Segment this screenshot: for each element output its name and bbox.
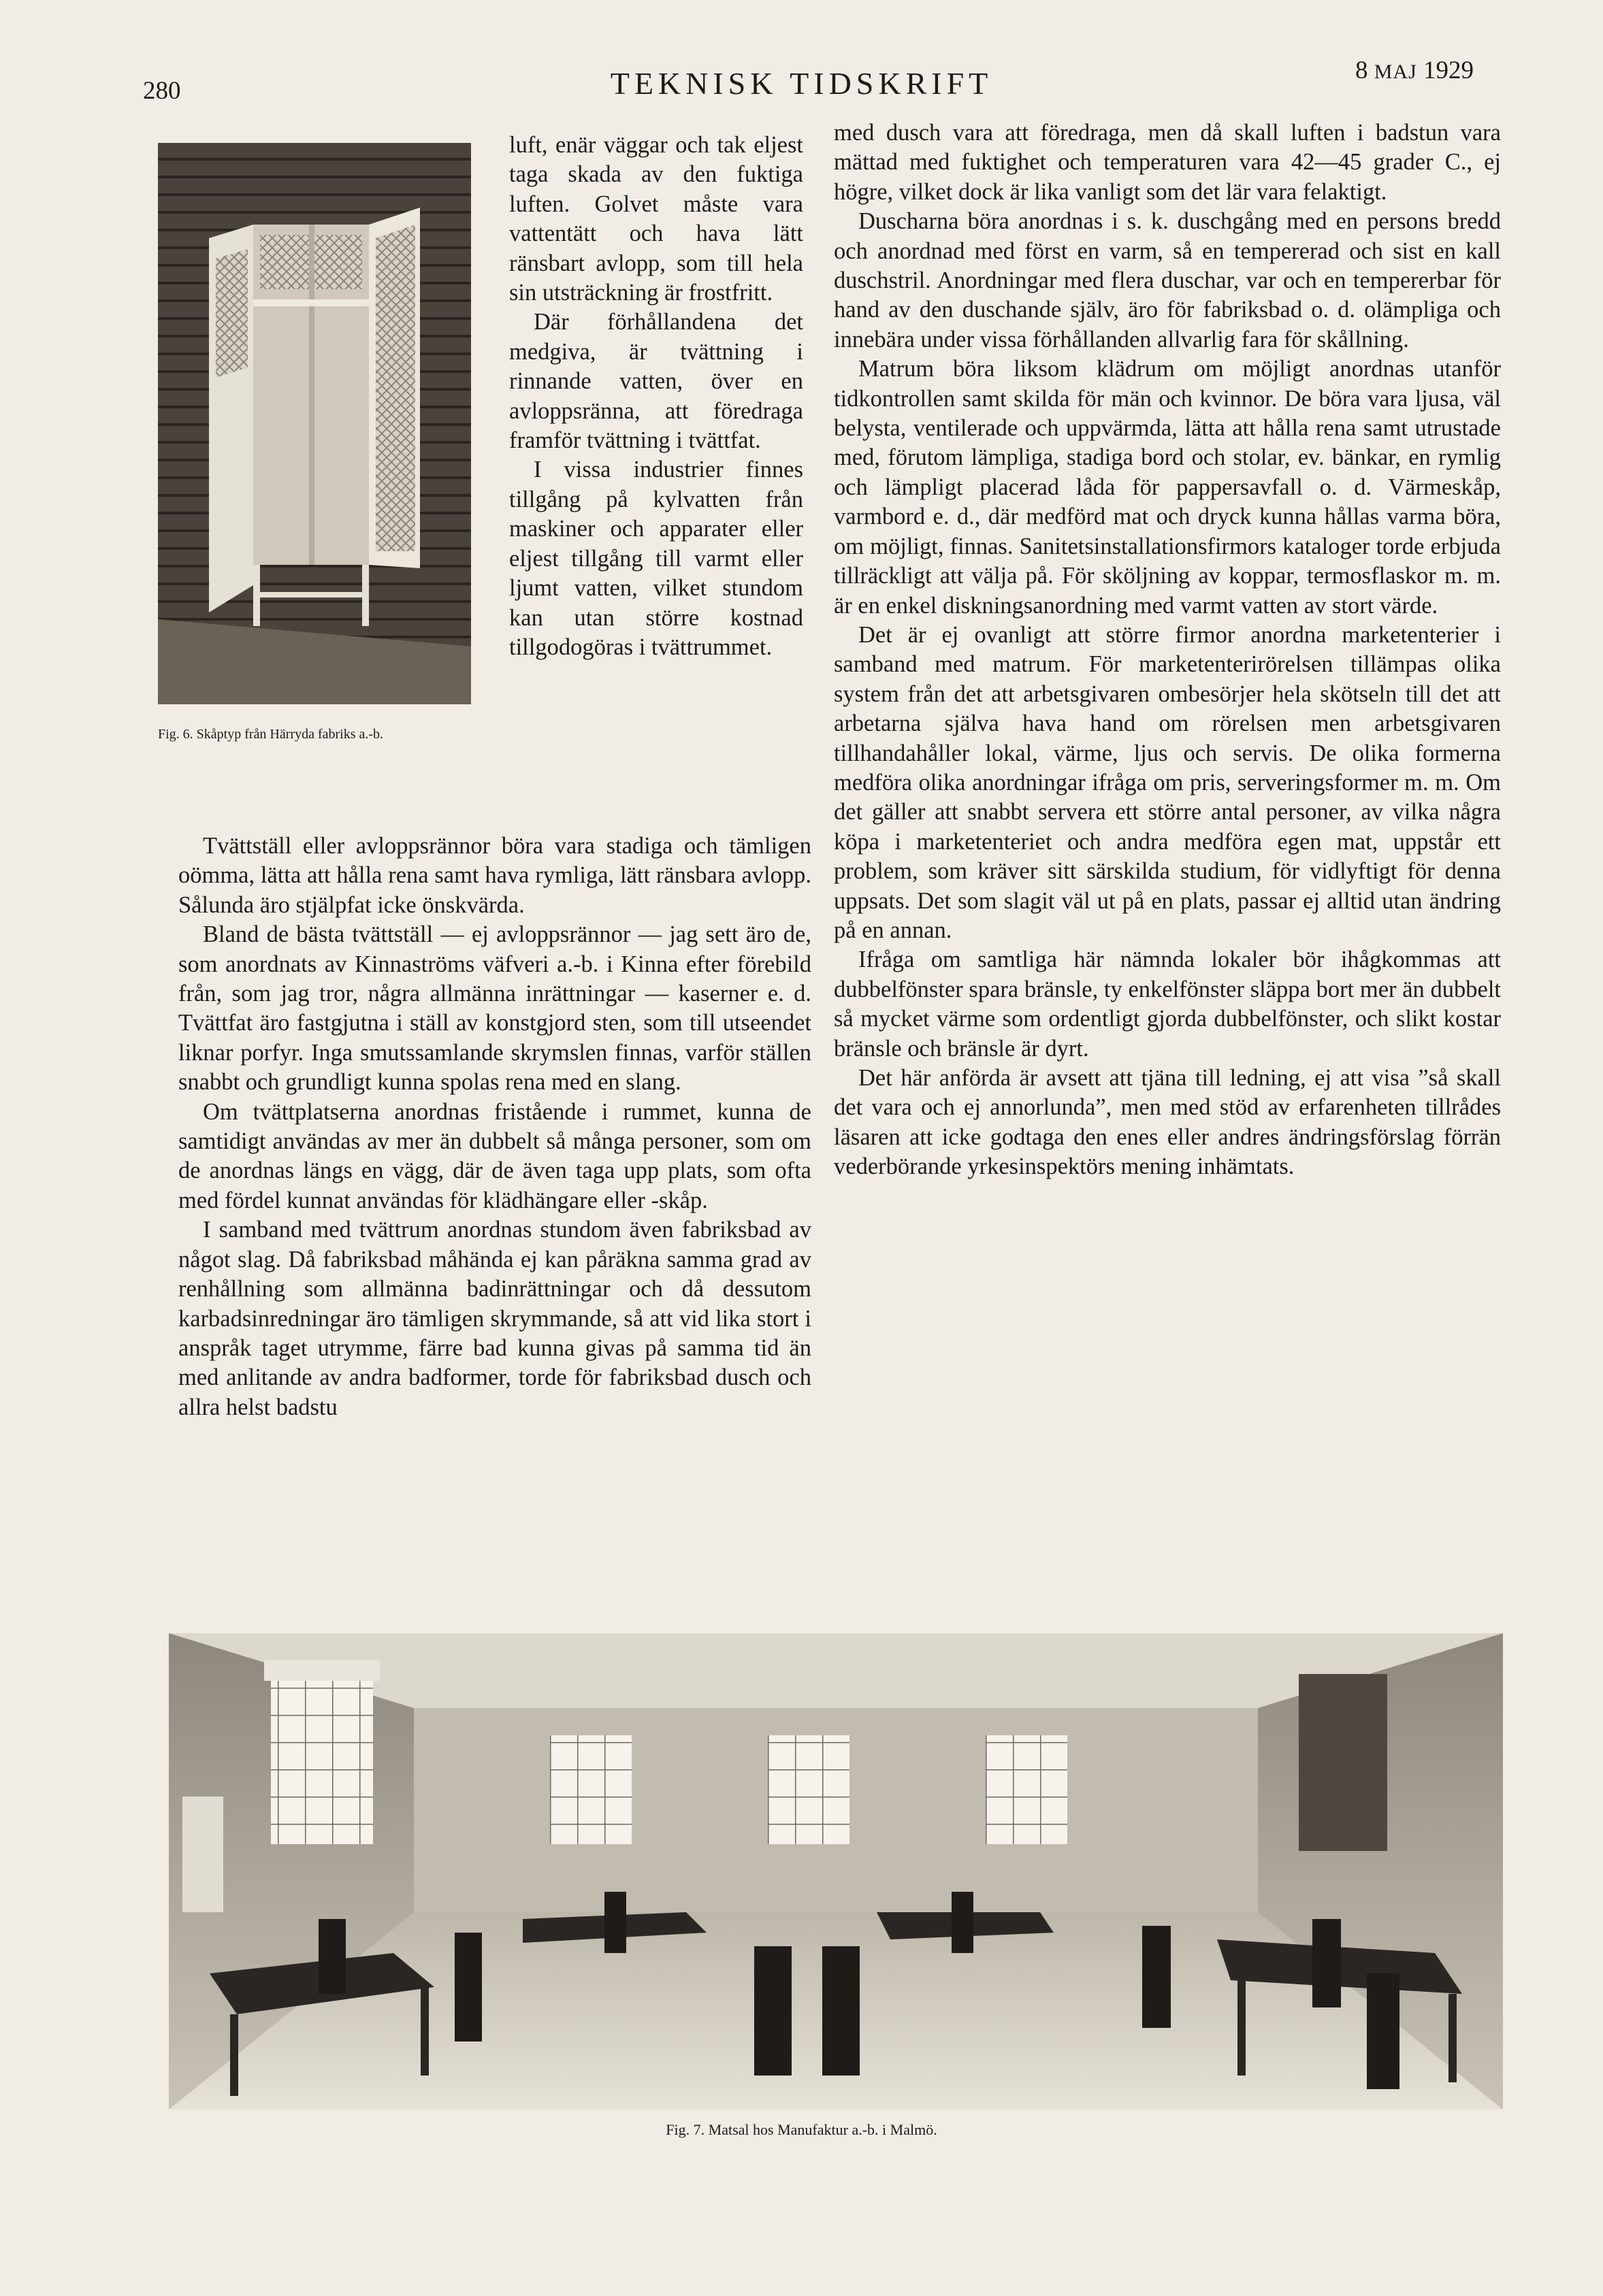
figure-7-caption: Fig. 7. Matsal hos Manufaktur a.-b. i Malmö.	[666, 2121, 937, 2138]
journal-title: TEKNISK TIDSKRIFT	[610, 66, 993, 101]
dining-hall-illustration	[169, 1633, 1503, 2110]
narrow-column	[509, 131, 803, 662]
figure-7-photo	[169, 1633, 1503, 2110]
paragraph: med dusch vara att föredraga, men då skall luften i badstun vara mättad med fuktighet och temperaturen vara 42—45 grader C., ej högre, vilket dock är lika vanligt som det lär vara felaktigt.	[834, 120, 1501, 205]
right-column	[834, 118, 1501, 1182]
figure-6-photo	[158, 143, 471, 704]
issue-date	[1355, 56, 1474, 85]
figure-6-caption: Fig. 6. Skåptyp från Härryda fabriks a.-b.	[158, 727, 384, 742]
paragraph: Tvättställ eller avloppsrännor böra vara stadiga och tämligen oömma, lätta att hålla rena samt hava rymliga, lätt ränsbara avlopp. Sålunda äro stjälpfat icke önskvärda.	[178, 833, 811, 918]
paragraph: luft, enär väggar och tak eljest taga skada av den fuktiga luften. Golvet måste vara vattentätt och hava lätt ränsbart avlopp, som till hela sin utsträckning är frostfritt.	[509, 132, 803, 306]
paragraph: Där förhållandena det medgiva, är tvättning i rinnande vatten, över en avloppsränna, att föredraga framför tvättning i tvättfat.	[509, 309, 803, 454]
paragraph: Duscharna böra anordnas i s. k. duschgång med en persons bredd och anordnad med först en varm, så en tempererad och sist en kall duschstril. Anordningar med flera duschar, var och en tempererbar för hand av den duschande själv, äro för fabriksbad o. d. olämpliga och innebära under vissa förhållanden allvarlig fara för skållning.	[834, 208, 1501, 352]
left-column	[178, 832, 811, 1422]
paragraph: Om tvättplatserna anordnas fristående i rummet, kunna de samtidigt användas av mer än dubbelt så många personer, som om de anordnas längs en vägg, där de även taga upp plats, som ofta med fördel kunnat användas för klädhängare eller -skåp.	[178, 1098, 811, 1213]
paragraph: Matrum böra liksom klädrum om möjligt anordnas utanför tidkontrollen samt skilda för män och kvinnor. De böra vara ljusa, väl belysta, ventilerade och uppvärmda, lätta att hålla rena samt utrustade med, förutom lämpliga, stadiga bord och stolar, ev. bänkar, en rymlig och lämpligt placerad låda för pappersavfall o. d. Värmeskåp, varmbord e. d., där medförd mat och dryck kunna hållas varma böra, om möjligt, finnas. Sanitetsinstallationsfirmors kataloger torde erbjuda tillräckligt att välja på. För sköljning av koppar, termosflaskor m. m. är en enkel diskningsanordning med varmt vatten av stort värde.	[834, 356, 1501, 619]
paragraph: Ifråga om samtliga här nämnda lokaler bör ihågkommas att dubbelfönster spara bränsle, ty enkelfönster släppa bort mer än dubbelt så mycket värme som ordentligt gjorda dubbelfönster, och slikt kostar bränsle och bränsle är dyrt.	[834, 947, 1501, 1062]
paragraph: I vissa industrier finnes tillgång på kylvatten från maskiner och apparater eller eljest tillgång till varmt eller ljumt vatten, vilket stundom kan utan större kostnad tillgodogöras i tvättrummet.	[509, 457, 803, 660]
locker-illustration	[158, 143, 471, 704]
page-number: 280	[143, 77, 181, 105]
date-month: MAJ	[1374, 61, 1417, 83]
paragraph: I samband med tvättrum anordnas stundom även fabriksbad av något slag. Då fabriksbad måhända ej kan påräkna samma grad av renhållning som allmänna badinrättningar och då dessutom karbadsinredningar äro tämligen skrymmande, så att vid lika stort i anspråk taget utrymme, färre bad kunna givas på samma tid än med anlitande av andra badformer, torde för fabriksbad dusch och allra helst badstu	[178, 1217, 811, 1420]
paragraph: Bland de bästa tvättställ — ej avloppsrännor — jag sett äro de, som anordnats av Kinnaströms väfveri a.-b. i Kinna efter förebild från, som jag tror, några allmänna inrättningar — kaserner e. d. Tvättfat äro fastgjutna i ställ av konstgjord sten, som till utseendet liknar porfyr. Inga smutssamlande skrymslen finnas, varför ställen snabbt och grundligt kunna spolas rena med en slang.	[178, 921, 811, 1096]
paragraph: Det är ej ovanligt att större firmor anordna marketenterier i samband med matrum. För marketenterirörelsen tillämpas olika system från det att arbetsgivaren ombesörjer hela skötseln till det att arbetarna själva hava hand om rörelsen men arbetsgivaren tillhandahåller lokal, värme, ljus och servis. De olika formerna medföra olika anordningar ifråga om pris, serveringsformer m. m. Om det gäller att snabbt servera ett större antal personer, av vilka några köpa i marketenteriet och andra medföra egen mat, uppstår ett problem, som kräver sitt särskilda studium, för vidlyftigt för denna uppsats. Det som slagit väl ut på en plats, passar ej alltid utan ändring på en annan.	[834, 621, 1501, 943]
paragraph: Det här anförda är avsett att tjäna till ledning, ej att visa ”så skall det vara och ej annorlunda”, men med stöd av erfarenheten tillrådes läsaren att icke godtaga den enes eller andres ändringsförslag förrän vederbörande yrkesinspektörs mening inhämtats.	[834, 1065, 1501, 1180]
date-day: 8	[1355, 56, 1368, 84]
date-year: 1929	[1423, 56, 1474, 84]
